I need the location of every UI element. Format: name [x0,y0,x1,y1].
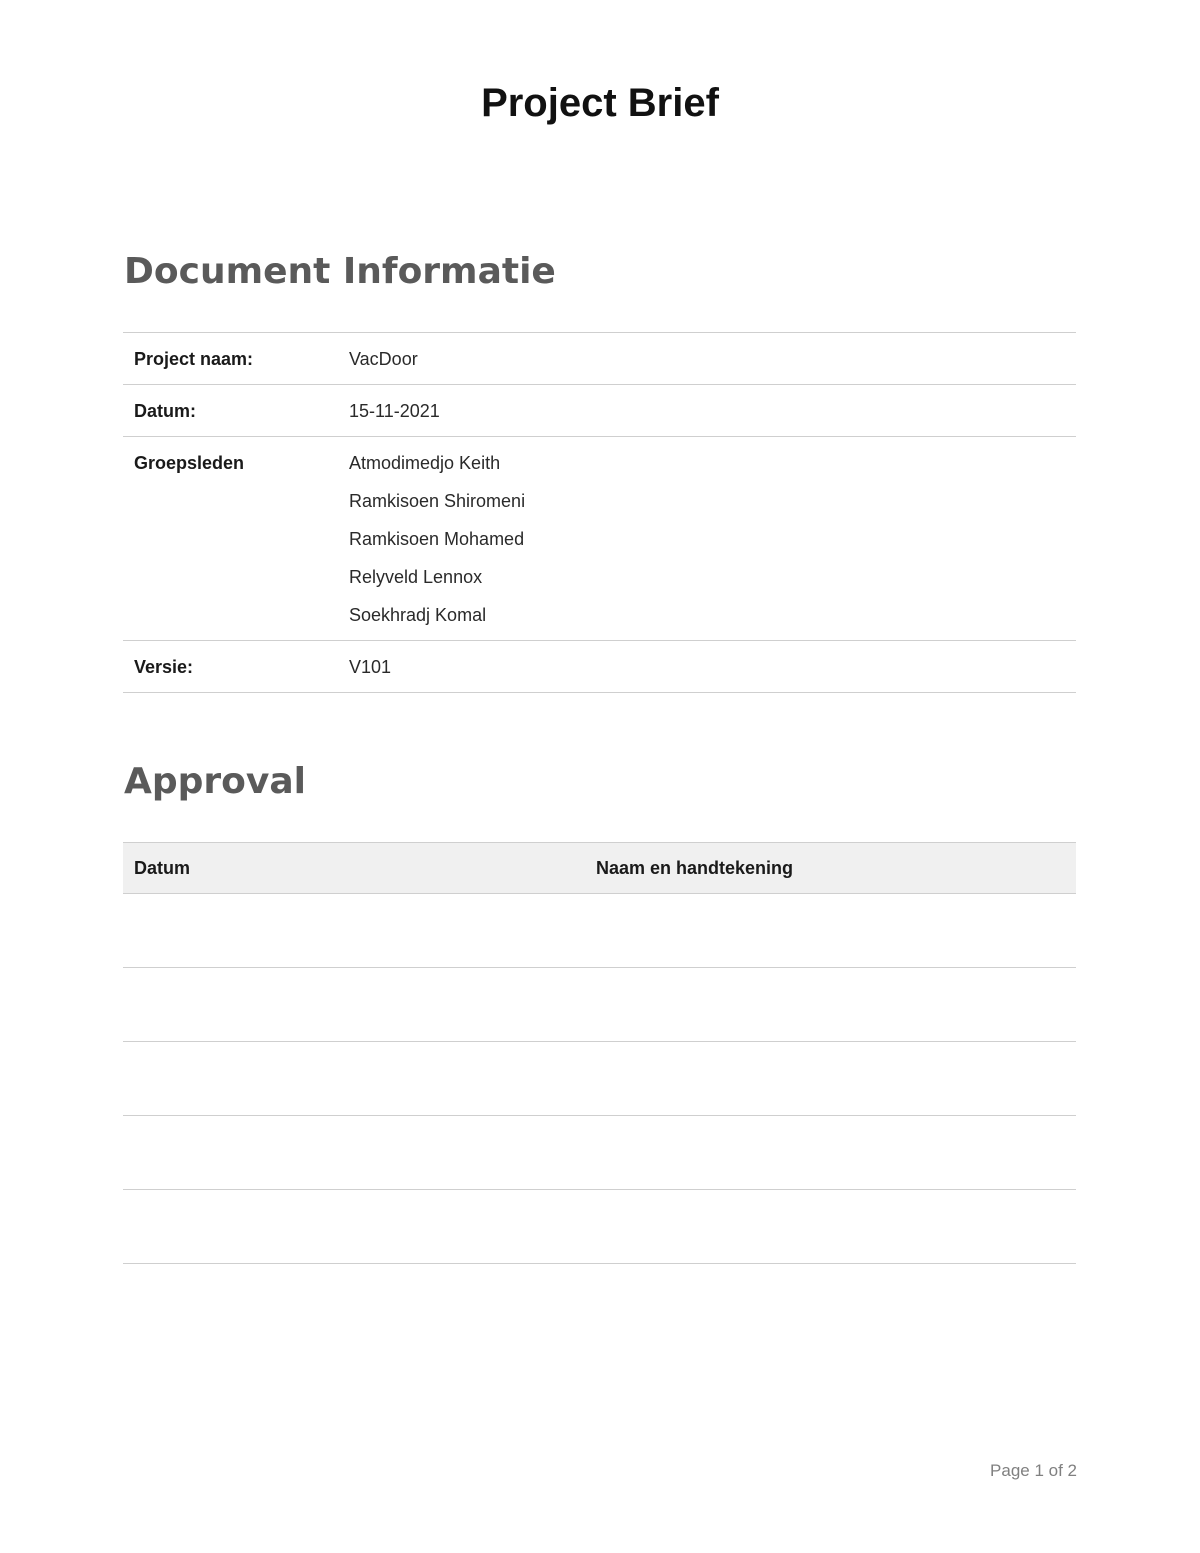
document-title: Project Brief [481,81,719,125]
approval-signature-cell[interactable] [596,968,1076,1042]
approval-signature-cell[interactable] [596,1042,1076,1116]
approval-date-cell[interactable] [123,968,596,1042]
member-name: Soekhradj Komal [349,605,487,625]
page-indicator: Page 1 of 2 [990,1461,1077,1480]
approval-date-cell[interactable] [123,894,596,968]
info-label-date: Datum: [134,401,196,421]
info-value-date: 15-11-2021 [349,401,440,421]
document-info-table [123,332,1076,693]
approval-date-cell[interactable] [123,1190,596,1264]
info-label-project-name: Project naam: [134,349,254,369]
member-name: Ramkisoen Mohamed [349,529,525,549]
approval-empty-row [123,1042,1076,1116]
approval-header-row [123,843,1076,894]
approval-signature-cell[interactable] [596,1190,1076,1264]
member-name: Atmodimedjo Keith [349,453,501,473]
section-heading-document-info: Document Informatie [124,251,556,292]
approval-empty-row [123,894,1076,968]
approval-empty-row [123,968,1076,1042]
approval-signature-cell[interactable] [596,894,1076,968]
info-value-project-name: VacDoor [349,349,418,369]
section-heading-approval: Approval [124,761,306,802]
info-row-members [123,437,1076,641]
info-row-date [123,385,1076,437]
approval-date-cell[interactable] [123,1116,596,1190]
member-name: Relyveld Lennox [349,567,483,587]
approval-signature-cell[interactable] [596,1116,1076,1190]
approval-date-cell[interactable] [123,1042,596,1116]
approval-column-date: Datum [123,843,596,894]
info-row-version [123,641,1076,693]
approval-empty-row [123,1116,1076,1190]
info-value-version: V101 [349,657,392,677]
info-label-members: Groepsleden [134,453,245,473]
approval-column-name-signature: Naam en handtekening [596,843,1076,894]
approval-table [123,842,1076,1264]
info-row-project-name [123,333,1076,385]
member-name: Ramkisoen Shiromeni [349,491,526,511]
info-label-version: Versie: [134,657,194,677]
approval-empty-row [123,1190,1076,1264]
